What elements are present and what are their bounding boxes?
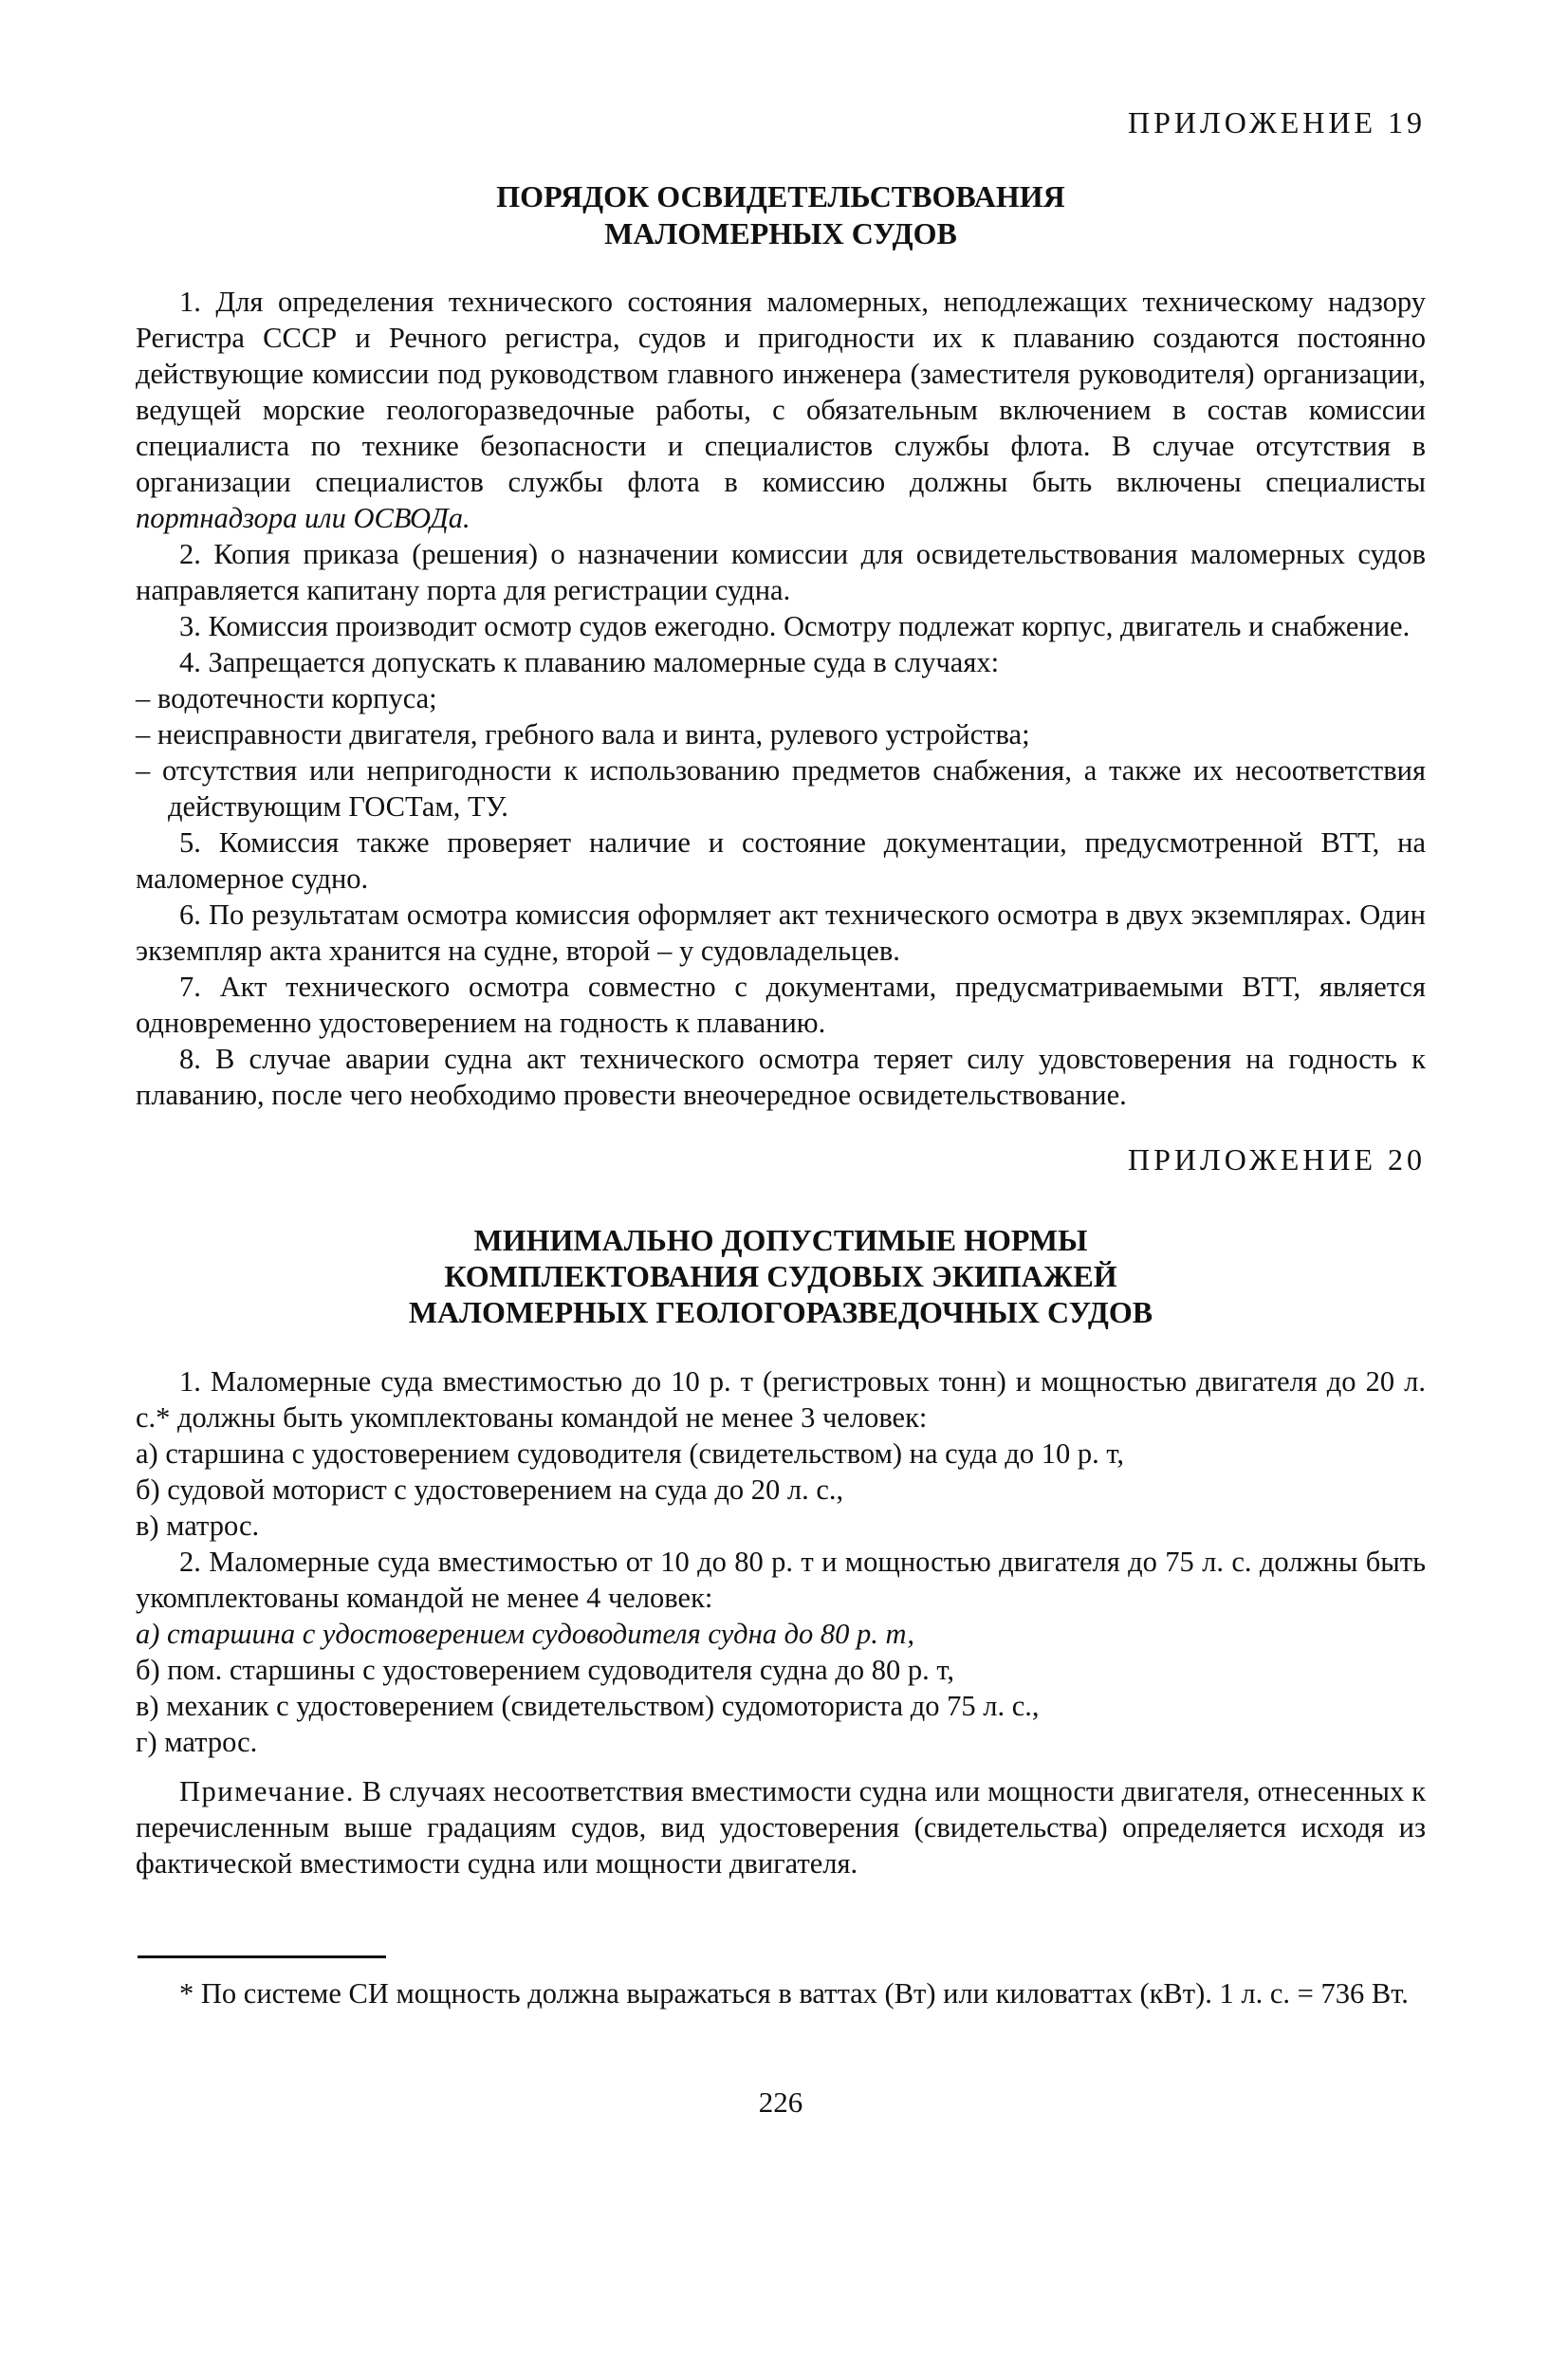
paragraph-6: 6. По результатам осмотра комиссия оформляет акт технического осмотра в двух экземплярах. Один экземпляр акта хранится на судне, второй – у судовладельцев. [136,899,1426,968]
list-item: – неисправности двигателя, гребного вала и винта, рулевого устройства; [136,718,1030,751]
title-line: МАЛОМЕРНЫХ ГЕОЛОГОРАЗВЕДОЧНЫХ СУДОВ [408,1295,1153,1330]
page-number: 226 [758,2084,803,2119]
title-line: КОМПЛЕКТОВАНИЯ СУДОВЫХ ЭКИПАЖЕЙ [444,1258,1117,1293]
list-item: в) матрос. [136,1509,260,1542]
paragraph-7: 7. Акт технического осмотра совместно с документами, предусматриваемыми ВТТ, является одновременно удостоверением на годность к плаванию. [136,971,1426,1040]
appendix-19-label: ПРИЛОЖЕНИЕ 19 [1127,105,1426,139]
list-item: – отсутствия или непригодности к использованию предметов снабжения, а также их несоответствия действующим ГОСТам, ТУ. [136,754,1426,824]
list-item: в) механик с удостоверением (свидетельством) судомоториста до 75 л. с., [136,1689,1040,1722]
paragraph-text: 1. Для определения технического состояния маломерных, неподлежащих техническому надзору Регистра СССР и Речного регистра, судов и пригодности их к плаванию создаются постоянно действующие комиссии под руководством главного инженера (заместителя руководителя) организации, ведущей морские геологоразведочные работы, с обязательным включением в состав комиссии специалиста по технике безопасности и специалистов службы флота. В случае отсутствия в организации специалистов службы флота в комиссию должны быть включены специалисты [136,286,1426,499]
list-item: б) пом. старшины с удостоверением судоводителя судна до 80 р. т, [136,1653,955,1686]
appendix-19-title [136,178,1426,251]
list-item: б) судовой моторист с удостоверением на суда до 20 л. с., [136,1473,844,1506]
paragraph-3: 3. Комиссия производит осмотр судов ежегодно. Осмотру подлежат корпус, двигатель и снабжение. [179,610,1411,643]
paragraph-italic-text: портнадзора или ОСВОДа. [136,502,470,535]
paragraph-2: 2. Маломерные суда вместимостью от 10 до 80 р. т и мощностью двигателя до 75 л. с. должны быть укомплектованы командой не менее 4 человек: [136,1545,1426,1614]
list-item: а) старшина с удостоверением судоводителя судна до 80 р. т, [136,1617,914,1650]
note-label: Примечание. [179,1774,355,1807]
title-line: МАЛОМЕРНЫХ СУДОВ [604,215,957,250]
paragraph-1 [136,284,1426,536]
paragraph-1: 1. Маломерные суда вместимостью до 10 р. т (регистровых тонн) и мощностью двигателя до 20 л. с.* должны быть укомплектованы командой не менее 3 человек: [136,1364,1426,1434]
footnote: * По системе СИ мощность должна выражаться в ваттах (Вт) или киловаттах (кВт). 1 л. с. = 736 Вт. [179,1976,1409,2010]
paragraph-5: 5. Комиссия также проверяет наличие и состояние документации, предусмотренной ВТТ, на маломерное судно. [136,826,1426,896]
paragraph-2: 2. Копия приказа (решения) о назначении комиссии для освидетельствования маломерных судов направляется капитану порта для регистрации судна. [136,538,1426,607]
appendix-20-label: ПРИЛОЖЕНИЕ 20 [1127,1142,1426,1177]
list-item: а) старшина с удостоверением судоводителя (свидетельством) на суда до 10 р. т, [136,1436,1124,1470]
appendix-20-title [136,1222,1426,1331]
title-line: МИНИМАЛЬНО ДОПУСТИМЫЕ НОРМЫ [473,1222,1088,1257]
paragraph-4: 4. Запрещается допускать к плаванию маломерные суда в случаях: [179,646,1000,679]
note-text: В случаях несоответствия вместимости судна или мощности двигателя, отнесенных к перечисленным выше градациям судов, вид удостоверения (свидетельства) определяется исходя из фактической вместимости судна или мощности двигателя. [136,1774,1426,1880]
list-item: – водотечности корпуса; [136,682,437,715]
note-paragraph [136,1773,1426,1881]
list-item: г) матрос. [136,1725,258,1758]
paragraph-8: 8. В случае аварии судна акт технического осмотра теряет силу удовстоверения на годность к плаванию, после чего необходимо провести внеочередное освидетельствование. [136,1043,1426,1112]
title-line: ПОРЯДОК ОСВИДЕТЕЛЬСТВОВАНИЯ [496,179,1065,214]
